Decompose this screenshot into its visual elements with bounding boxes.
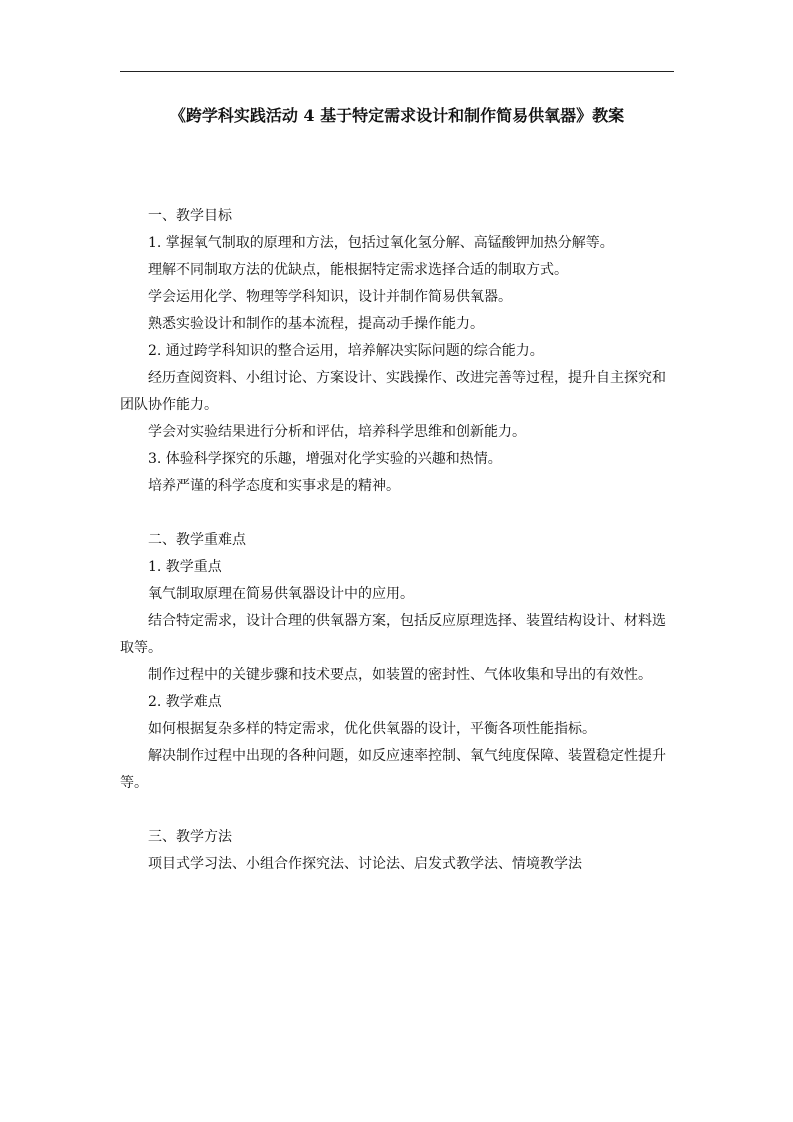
methods-paragraph: 项目式学习法、小组合作探究法、讨论法、启发式教学法、情境教学法: [148, 856, 582, 872]
header-rule: [120, 71, 674, 72]
subheading-key-points: 1. 教学重点: [148, 559, 222, 575]
objective-paragraph: 理解不同制取方法的优缺点，能根据特定需求选择合适的制取方式。: [148, 262, 568, 278]
objective-paragraph: 熟悉实验设计和制作的基本流程，提高动手操作能力。: [148, 316, 484, 332]
objective-paragraph: 3. 体验科学探究的乐趣，增强对化学实验的兴趣和热情。: [148, 451, 502, 467]
key-point-paragraph: 制作过程中的关键步骤和技术要点，如装置的密封性、气体收集和导出的有效性。: [148, 667, 652, 683]
objective-paragraph: 培养严谨的科学态度和实事求是的精神。: [148, 478, 400, 494]
objective-paragraph: 1. 掌握氧气制取的原理和方法，包括过氧化氢分解、高锰酸钾加热分解等。: [148, 235, 614, 251]
objective-paragraph: 学会对实验结果进行分析和评估，培养科学思维和创新能力。: [148, 424, 526, 440]
key-point-paragraph: 氧气制取原理在简易供氧器设计中的应用。: [148, 586, 414, 602]
subheading-difficulties: 2. 教学难点: [148, 694, 222, 710]
difficulty-paragraph: 如何根据复杂多样的特定需求，优化供氧器的设计，平衡各项性能指标。: [148, 721, 596, 737]
key-point-paragraph: 结合特定需求，设计合理的供氧器方案，包括反应原理选择、装置结构设计、材料选取等。: [120, 613, 666, 656]
difficulty-paragraph: 解决制作过程中出现的各种问题，如反应速率控制、氧气纯度保障、装置稳定性提升等。: [120, 748, 666, 791]
document-body: [120, 203, 676, 878]
objective-paragraph: 学会运用化学、物理等学科知识，设计并制作简易供氧器。: [148, 289, 512, 305]
section-spacer: [120, 500, 676, 527]
document-title: 《跨学科实践活动 4 基于特定需求设计和制作简易供氧器》教案: [169, 106, 625, 125]
section-heading-key-points: 二、教学重难点: [148, 532, 246, 548]
section-heading-methods: 三、教学方法: [148, 829, 232, 845]
objective-paragraph: 2. 通过跨学科知识的整合运用，培养解决实际问题的综合能力。: [148, 343, 544, 359]
section-spacer: [120, 797, 676, 824]
section-heading-objectives: 一、教学目标: [148, 208, 232, 224]
objective-paragraph: 经历查阅资料、小组讨论、方案设计、实践操作、改进完善等过程，提升自主探究和团队协作能力。: [120, 370, 666, 413]
